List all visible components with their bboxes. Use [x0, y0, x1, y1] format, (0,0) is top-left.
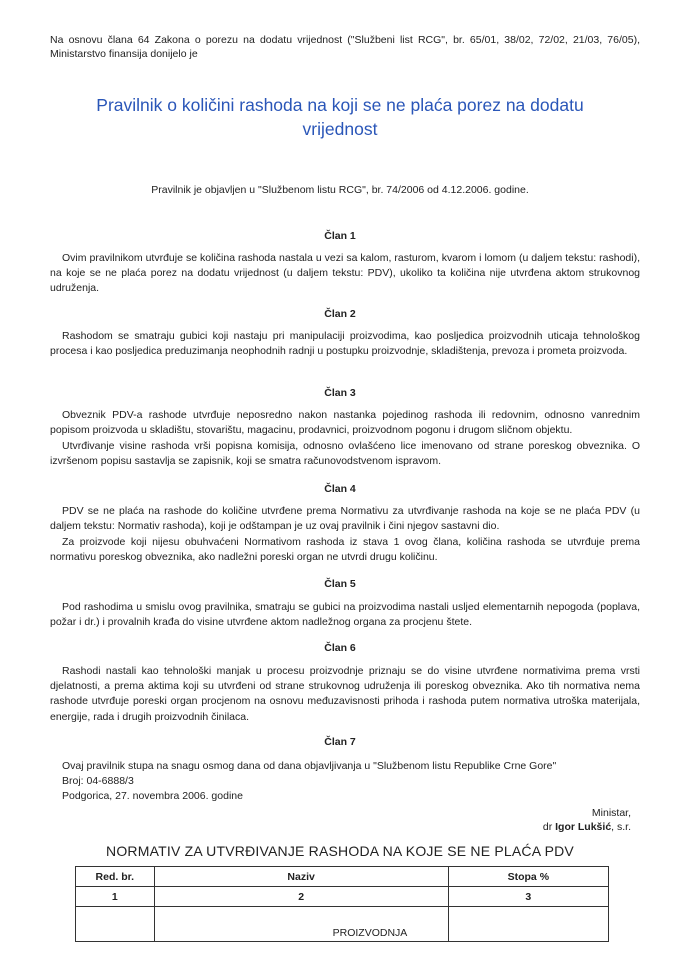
- table-cell: 2: [154, 887, 448, 907]
- article-heading: Član 4: [324, 483, 356, 495]
- table-header-row: [76, 867, 609, 887]
- article-paragraph: Ovaj pravilnik stupa na snagu osmog dana od dana objavljivanja u "Službenom listu Republike Crne Gore": [62, 760, 557, 772]
- article-paragraph: Rashodi nastali kao tehnološki manjak u procesu proizvodnje priznaju se do visine utvrđene normativima prema vrsti djelatnosti, a prema aktima koji su utvrđeni od strane strukovnog udruženja ili poreskog obveznika. Ako tih normativa nema rashode utvrđuje poreski organ procjenom na osnovu međuzavisnosti prihoda i rashoda putem normativa utroška materijala, energije, rada i drugih proizvodnih činilaca.: [50, 665, 640, 723]
- column-header: Stopa %: [448, 867, 608, 887]
- article-heading: Član 7: [324, 736, 356, 748]
- intro-text: Na osnovu člana 64 Zakona o porezu na dodatu vrijednost ("Službeni list RCG", br. 65/01, 38/02, 72/02, 21/03, 76/05), Ministarstvo finansija donijelo je: [50, 34, 640, 60]
- normativ-table: [75, 866, 609, 942]
- article-paragraph: Obveznik PDV-a rashode utvrđuje neposredno nakon nastanka pojedinog rashoda ili redovnim, odnosno vanrednim popisom proizvoda u skladištu, stovarištu, magacinu, prodavnici, proizvodnom pogonu i drugom sličnom objektu.: [50, 409, 640, 437]
- article-heading: Član 3: [324, 387, 356, 399]
- table-cell: PROIZVODNJA: [154, 907, 448, 942]
- table-cell: [448, 907, 608, 942]
- article-paragraph: Rashodom se smatraju gubici koji nastaju pri manipulaciji proizvodima, kao posljedica proizvodnih uticaja tehnološkog procesa i kao posljedica preduzimanja neophodnih radnji u postupku proizvodnje, skladištenja, prevoza i prometa proizvoda.: [50, 330, 640, 358]
- article-heading: Član 5: [324, 578, 356, 590]
- signature-role: Ministar,: [591, 807, 631, 819]
- normativ-title: NORMATIV ZA UTVRĐIVANJE RASHODA NA KOJE SE NE PLAĆA PDV: [106, 843, 574, 859]
- article-paragraph: Ovim pravilnikom utvrđuje se količina rashoda nastala u vezi sa kalom, rasturom, kvarom i lomom (u daljem tekstu: rashodi), na koje se ne plaća porez na dodatu vrijednost (u daljem tekstu: PDV), ukoliko ta količina nije utvrđena aktom strukovnog udruženja.: [50, 252, 640, 295]
- publication-note: Pravilnik je objavljen u "Službenom listu RCG", br. 74/2006 od 4.12.2006. godine.: [151, 184, 529, 196]
- table-cell: [76, 907, 155, 942]
- table-row: [76, 887, 609, 907]
- article-paragraph: Za proizvode koji nijesu obuhvaćeni Normativom rashoda iz stava 1 ovog člana, količina rashoda se utvrđuje prema normativu poreskog obveznika, ako nadležni poreski organ ne utvrdi drugu količinu.: [50, 536, 640, 564]
- signature-block: [543, 806, 631, 834]
- article-heading: Član 1: [324, 230, 356, 242]
- document-title: Pravilnik o količini rashoda na koji se ne plaća porez na dodatu vrijednost: [96, 95, 584, 139]
- table-cell: 1: [76, 887, 155, 907]
- column-header: Red. br.: [76, 867, 155, 887]
- article-heading: Član 2: [324, 308, 356, 320]
- column-header: Naziv: [154, 867, 448, 887]
- signature-suffix: , s.r.: [611, 821, 631, 833]
- signature-prefix: dr: [542, 821, 553, 833]
- article-heading: Član 6: [324, 642, 356, 654]
- article-paragraph: Pod rashodima u smislu ovog pravilnika, smatraju se gubici na proizvodima nastali usljed elementarnih nepogoda (poplava, požar i dr.) i provalnih krađa do visine utvrđene aktom nadležnog organa za procjenu štete.: [50, 601, 640, 629]
- place-date: Podgorica, 27. novembra 2006. godine: [62, 790, 243, 802]
- closing-block: [50, 759, 640, 804]
- table-row: [76, 907, 609, 942]
- table-cell: 3: [448, 887, 608, 907]
- article-paragraph: PDV se ne plaća na rashode do količine utvrđene prema Normativu za utvrđivanje rashoda na koje se ne plaća PDV (u daljem tekstu: Normativ rashoda), koji je odštampan je uz ovaj pravilnik i čini njegov sastavni dio.: [50, 505, 640, 533]
- document-number: Broj: 04-6888/3: [62, 775, 134, 787]
- signature-name: Igor Lukšić: [555, 821, 612, 833]
- article-paragraph: Utvrđivanje visine rashoda vrši popisna komisija, odnosno ovlašćeno lice imenovano od strane poreskog obveznika. O izvršenom popisu sastavlja se zapisnik, koji se smatra računovodstvenom ispravom.: [50, 440, 640, 468]
- signature-line: [543, 820, 631, 834]
